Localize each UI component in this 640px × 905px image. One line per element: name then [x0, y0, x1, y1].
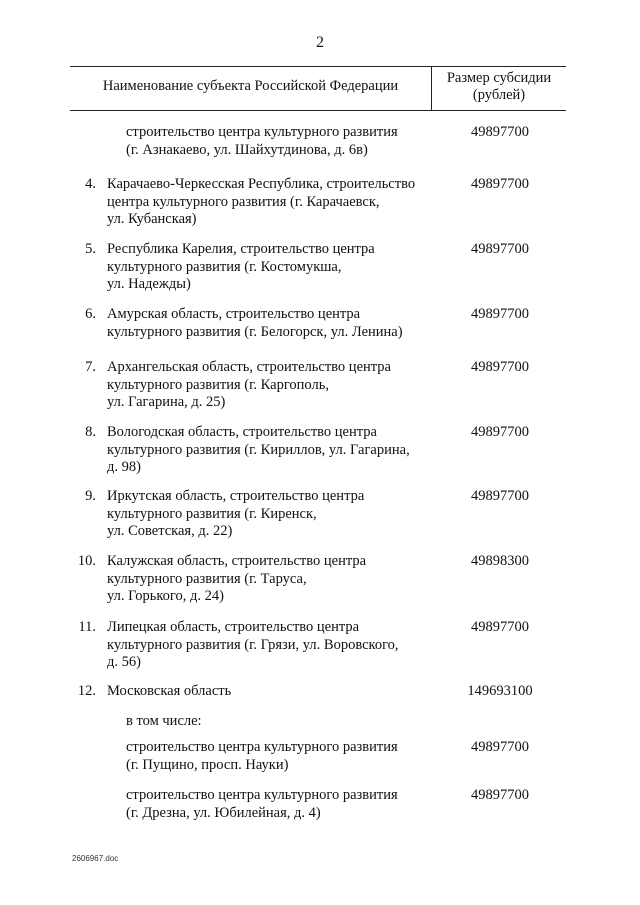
- row-text-line: ул. Горького, д. 24): [107, 588, 224, 604]
- row-number: 5.: [85, 241, 96, 257]
- row-text-line: (г. Пущино, просп. Науки): [126, 756, 289, 773]
- row-text-line: Карачаево-Черкесская Республика, строительство: [107, 176, 416, 192]
- row-text-line: ул. Кубанская): [107, 211, 197, 227]
- row-text-line: культурного развития (г. Каргополь,: [107, 376, 329, 393]
- document-footer-code: 2606967.doc: [72, 854, 119, 863]
- row-text-line: культурного развития (г. Кириллов, ул. Гагарина,: [107, 441, 410, 458]
- row-amount: 49898300: [471, 553, 529, 569]
- row-text-line: ул. Надежды): [107, 276, 191, 292]
- row-amount: 49897700: [471, 176, 529, 192]
- row-text-line: Иркутская область, строительство центра: [107, 488, 365, 504]
- row-text: [126, 713, 446, 731]
- row-text-line: культурного развития (г. Костомукша,: [107, 258, 342, 275]
- row-text-line: культурного развития (г. Белогорск, ул. Ленина): [107, 323, 403, 340]
- row-number: 10.: [77, 553, 96, 569]
- row-text-line: Вологодская область, строительство центра: [107, 424, 377, 440]
- row-text: [107, 619, 437, 672]
- row-amount: 149693100: [467, 683, 533, 699]
- row-text-line: ул. Гагарина, д. 25): [107, 394, 226, 410]
- table-top-rule: [70, 66, 566, 67]
- row-amount: 49897700: [471, 787, 529, 803]
- row-text-line: (г. Дрезна, ул. Юбилейная, д. 4): [126, 804, 321, 821]
- table-header-bottom-rule: [70, 110, 566, 111]
- row-amount: 49897700: [471, 488, 529, 504]
- row-text: [107, 241, 437, 294]
- row-number: 11.: [78, 619, 96, 635]
- row-text-line: культурного развития (г. Киренск,: [107, 505, 317, 522]
- row-text-line: Амурская область, строительство центра: [107, 306, 361, 322]
- row-text: [107, 359, 437, 412]
- row-number: 6.: [85, 306, 96, 322]
- row-amount: 49897700: [471, 306, 529, 322]
- row-amount: 49897700: [471, 124, 529, 140]
- row-text-line: центра культурного развития (г. Карачаевск,: [107, 193, 380, 210]
- column-header-name: Наименование субъекта Российской Федерации: [102, 78, 399, 94]
- row-amount: 49897700: [471, 739, 529, 755]
- row-text-line: культурного развития (г. Таруса,: [107, 570, 307, 587]
- row-text-line: д. 56): [107, 654, 141, 670]
- row-text: [107, 553, 437, 606]
- row-text: [126, 787, 446, 822]
- row-amount: 49897700: [471, 359, 529, 375]
- row-text-line: Московская область: [107, 683, 232, 699]
- row-text-line: д. 98): [107, 459, 141, 475]
- column-header-amount-line2: (рублей): [472, 87, 526, 103]
- row-text-line: строительство центра культурного развития: [126, 124, 398, 140]
- column-header-amount-line1: Размер субсидии: [446, 70, 552, 86]
- row-text-line: Калужская область, строительство центра: [107, 553, 367, 569]
- row-text: [107, 424, 437, 477]
- row-text: [107, 176, 437, 229]
- row-number: 4.: [85, 176, 96, 192]
- row-text-line: ул. Советская, д. 22): [107, 523, 233, 539]
- row-text: [107, 683, 437, 701]
- row-text-line: культурного развития (г. Грязи, ул. Воровского,: [107, 636, 399, 653]
- row-amount: 49897700: [471, 241, 529, 257]
- row-number: 8.: [85, 424, 96, 440]
- row-number: 12.: [77, 683, 96, 699]
- row-amount: 49897700: [471, 424, 529, 440]
- row-text-line: строительство центра культурного развития: [126, 787, 398, 803]
- row-text-line: Архангельская область, строительство центра: [107, 359, 391, 375]
- column-header-amount: [432, 70, 566, 104]
- row-text: [126, 739, 446, 774]
- row-text: [126, 124, 446, 159]
- row-number: 7.: [85, 359, 96, 375]
- row-number: 9.: [85, 488, 96, 504]
- row-text-line: (г. Азнакаево, ул. Шайхутдинова, д. 6в): [126, 141, 368, 158]
- row-text-line: Липецкая область, строительство центра: [107, 619, 360, 635]
- row-text-line: строительство центра культурного развития: [126, 739, 398, 755]
- row-amount: 49897700: [471, 619, 529, 635]
- row-text: [107, 488, 437, 541]
- page-number: 2: [316, 34, 324, 51]
- row-text-line: Республика Карелия, строительство центра: [107, 241, 375, 257]
- row-text-line: в том числе:: [126, 713, 202, 729]
- row-text: [107, 306, 437, 341]
